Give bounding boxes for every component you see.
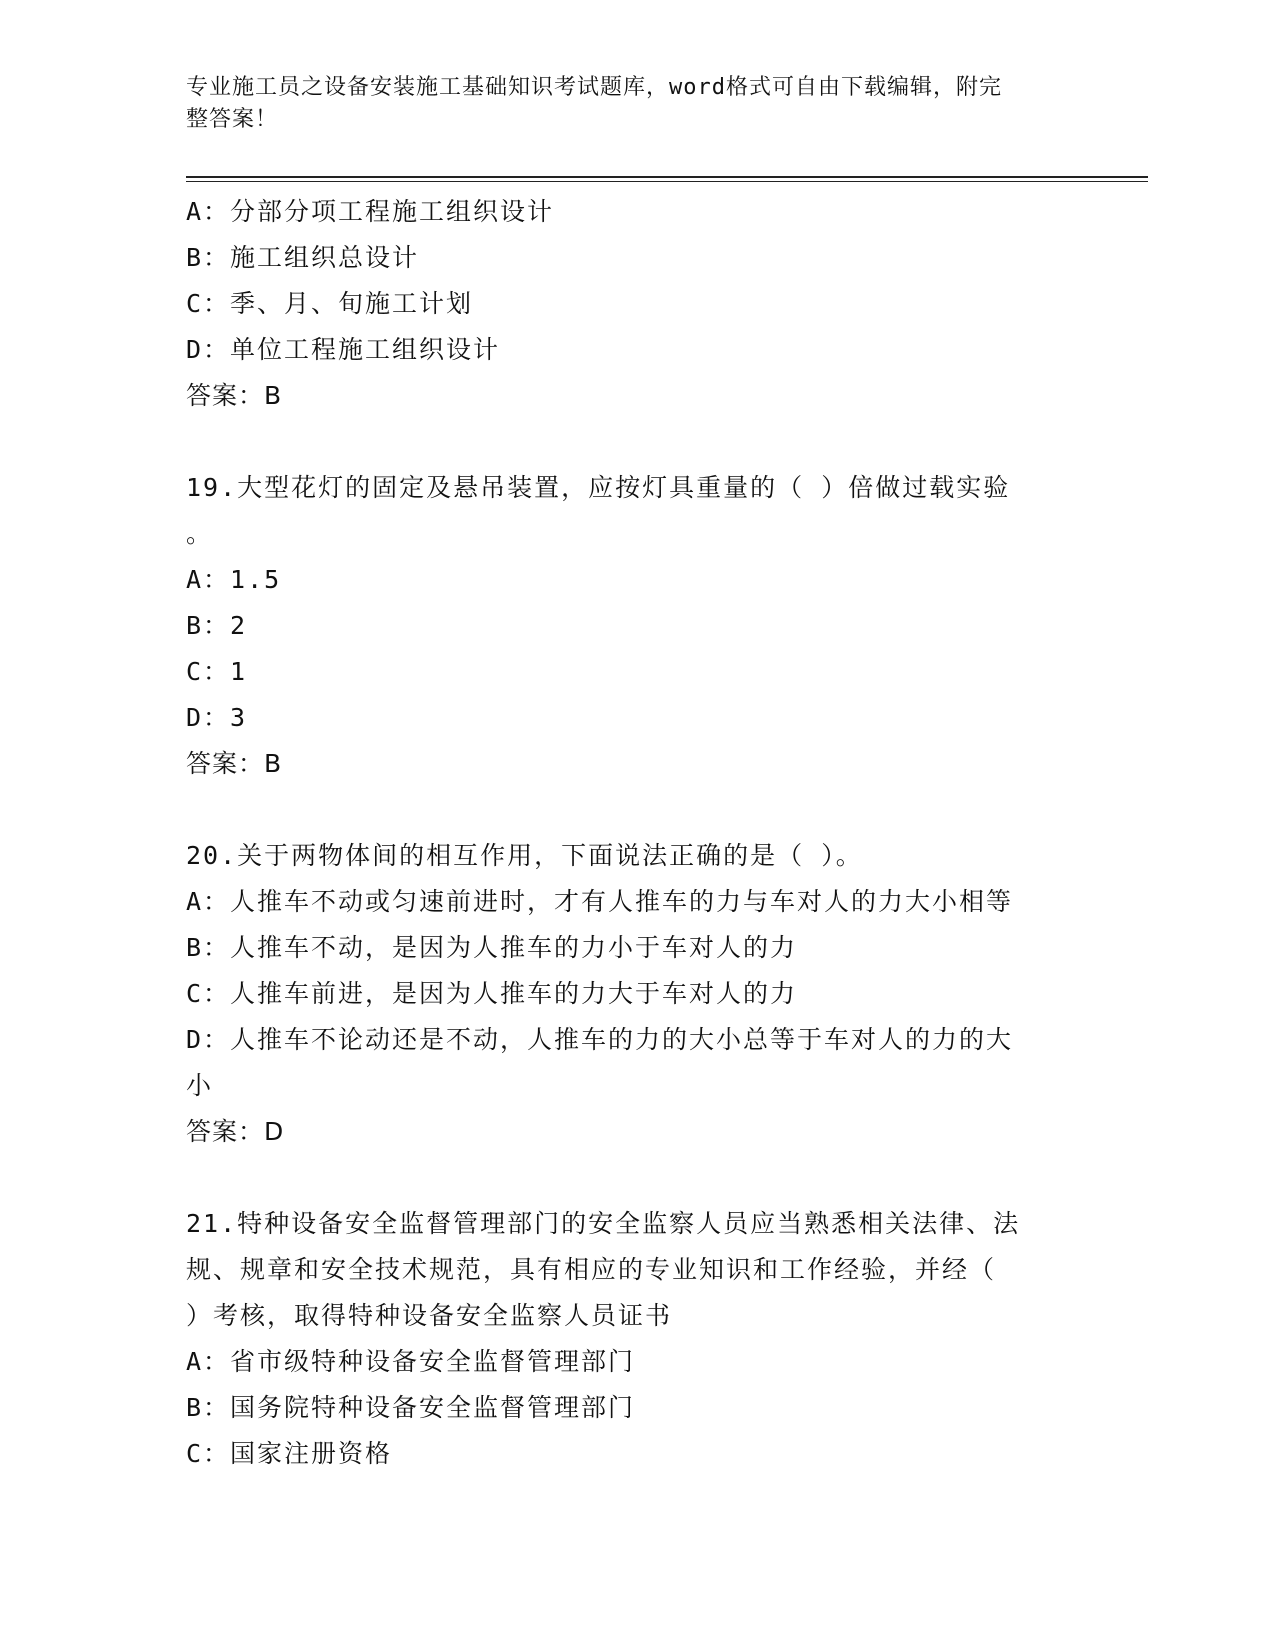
q18-option-d: D：单位工程施工组织设计	[186, 335, 501, 364]
q19-option-d: D：3	[186, 703, 248, 732]
q20-option-a: A：人推车不动或匀速前进时，才有人推车的力与车对人的力大小相等	[186, 887, 1014, 916]
q18-option-a: A：分部分项工程施工组织设计	[186, 197, 555, 226]
q20-option-d-line-1: D：人推车不论动还是不动，人推车的力的大小总等于车对人的力的大	[186, 1025, 1014, 1054]
q19-stem-line-1: 19.大型花灯的固定及悬吊装置，应按灯具重量的（ ）倍做过载实验	[186, 473, 1011, 502]
q19-stem-line-2: 。	[186, 519, 214, 548]
q21-stem-line-1: 21.特种设备安全监督管理部门的安全监察人员应当熟悉相关法律、法	[186, 1209, 1021, 1238]
q18-answer: 答案：B	[186, 381, 283, 410]
spacer	[186, 1155, 1086, 1201]
q19-answer: 答案：B	[186, 749, 283, 778]
spacer	[186, 787, 1086, 833]
q21-option-a: A：省市级特种设备安全监督管理部门	[186, 1347, 636, 1376]
q19-option-c: C：1	[186, 657, 248, 686]
header-divider-thick	[186, 176, 1148, 178]
question-18-block	[186, 189, 1086, 419]
header-line-2: 整答案！	[186, 107, 279, 132]
q18-option-b: B：施工组织总设计	[186, 243, 420, 272]
q21-option-b: B：国务院特种设备安全监督管理部门	[186, 1393, 636, 1422]
header-divider-thin	[186, 181, 1148, 182]
q20-answer: 答案：D	[186, 1117, 285, 1146]
question-19-block	[186, 465, 1086, 787]
header-line-1: 专业施工员之设备安装施工基础知识考试题库，word格式可自由下载编辑，附完	[186, 75, 1002, 100]
document-header	[186, 72, 1066, 136]
question-21-block	[186, 1201, 1086, 1477]
q20-option-d-line-2: 小	[186, 1071, 214, 1100]
q21-option-c: C：国家注册资格	[186, 1439, 393, 1468]
spacer	[186, 419, 1086, 465]
q20-option-b: B：人推车不动，是因为人推车的力小于车对人的力	[186, 933, 798, 962]
q21-stem-line-2: 规、规章和安全技术规范，具有相应的专业知识和工作经验，并经（	[186, 1255, 997, 1284]
question-20-block	[186, 833, 1086, 1155]
q20-option-c: C：人推车前进，是因为人推车的力大于车对人的力	[186, 979, 798, 1008]
q19-option-a: A：1.5	[186, 565, 282, 594]
q18-option-c: C：季、月、旬施工计划	[186, 289, 474, 318]
q21-stem-line-3: ）考核，取得特种设备安全监察人员证书	[186, 1301, 673, 1330]
q20-stem-line-1: 20.关于两物体间的相互作用，下面说法正确的是（ ）。	[186, 841, 863, 870]
question-list	[186, 189, 1086, 1477]
q19-option-b: B：2	[186, 611, 248, 640]
